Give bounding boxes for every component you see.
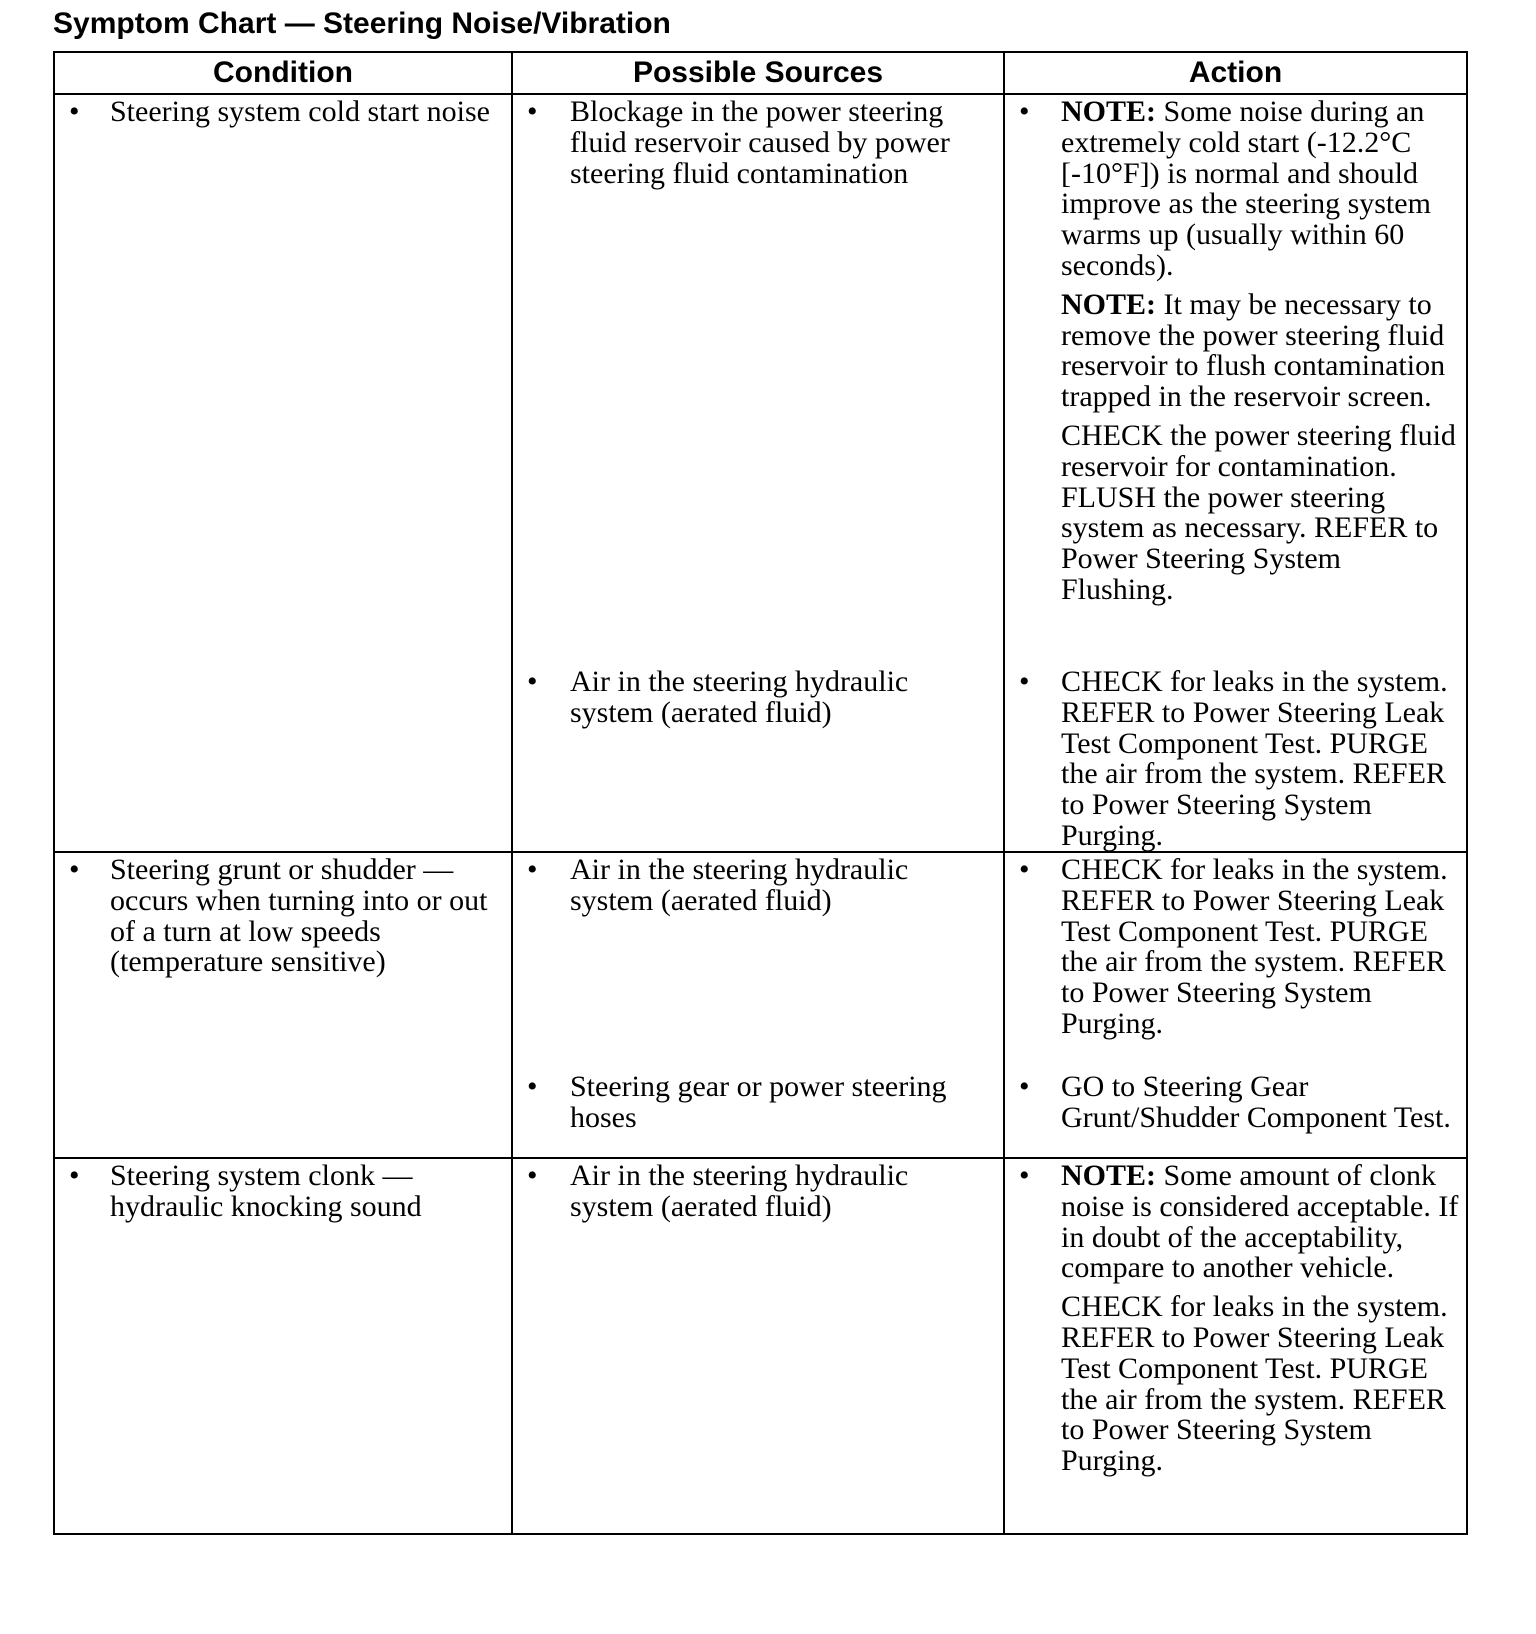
- condition-cell: [54, 852, 512, 1158]
- header-action: Action: [1004, 52, 1467, 94]
- note-label: NOTE:: [1061, 1159, 1157, 1192]
- bullet-icon: •: [1019, 1159, 1030, 1192]
- page-title: Symptom Chart — Steering Noise/Vibration: [53, 7, 671, 40]
- table-header-row: [54, 52, 1467, 94]
- note-label: NOTE:: [1061, 287, 1157, 321]
- bullet-icon: •: [1019, 1070, 1030, 1103]
- action-text: CHECK the power steering fluid reservoir for contamination. FLUSH the power steering system as necessary. REFER to Power Steering System Flushing.: [1061, 418, 1456, 606]
- action-text: CHECK for leaks in the system. REFER to Power Steering Leak Test Component Test. PURGE the air from the system. REFER to Power Steering System Purging.: [1061, 853, 1448, 1040]
- action-text: GO to Steering Gear Grunt/Shudder Component Test.: [1061, 1070, 1451, 1134]
- symptom-chart-table: [53, 51, 1468, 1535]
- condition-text: Steering system cold start noise: [110, 95, 490, 128]
- action-cell: [1004, 1158, 1467, 1534]
- note-label: NOTE:: [1061, 95, 1157, 128]
- action-text: CHECK for leaks in the system. REFER to Power Steering Leak Test Component Test. PURGE the air from the system. REFER to Power Steering System Purging.: [1061, 1290, 1448, 1478]
- bullet-icon: •: [1019, 95, 1030, 128]
- bullet-icon: •: [527, 95, 538, 128]
- source-text: Steering gear or power steering hoses: [570, 1070, 947, 1134]
- sources-cell: [512, 852, 1004, 1158]
- action-cell: [1004, 852, 1467, 1158]
- note-paragraph: [1061, 1161, 1460, 1284]
- bullet-icon: •: [527, 1159, 538, 1192]
- note-paragraph: [1061, 287, 1460, 414]
- bullet-icon: •: [1019, 853, 1030, 886]
- bullet-icon: •: [527, 853, 538, 886]
- condition-cell: [54, 1158, 512, 1534]
- action-cell: [1004, 94, 1467, 852]
- bullet-icon: •: [69, 95, 80, 128]
- table-row: [54, 1158, 1467, 1534]
- sources-cell: [512, 94, 1004, 852]
- source-text: Air in the steering hydraulic system (aerated fluid): [570, 665, 909, 729]
- note-text: It may be necessary to remove the power steering fluid reservoir to flush contamination trapped in the reservoir screen.: [1061, 287, 1446, 414]
- bullet-icon: •: [527, 1070, 538, 1103]
- sources-cell: [512, 1158, 1004, 1534]
- header-condition: Condition: [54, 52, 512, 94]
- condition-text: Steering system clonk — hydraulic knocking sound: [110, 1159, 422, 1223]
- bullet-icon: •: [69, 1159, 80, 1192]
- source-text: Air in the steering hydraulic system (aerated fluid): [570, 853, 909, 917]
- source-text: Blockage in the power steering fluid reservoir caused by power steering fluid contamination: [570, 95, 950, 190]
- note-paragraph: [1061, 97, 1460, 282]
- source-text: Air in the steering hydraulic system (aerated fluid): [570, 1159, 909, 1223]
- bullet-icon: •: [1019, 665, 1030, 698]
- bullet-icon: •: [69, 853, 80, 886]
- table-row: [54, 852, 1467, 1158]
- action-text: CHECK for leaks in the system. REFER to Power Steering Leak Test Component Test. PURGE the air from the system. REFER to Power Steering System Purging.: [1061, 665, 1448, 852]
- header-possible-sources: Possible Sources: [512, 52, 1004, 94]
- bullet-icon: •: [527, 665, 538, 698]
- table-row: [54, 94, 1467, 852]
- condition-text: Steering grunt or shudder — occurs when turning into or out of a turn at low speeds (temperature sensitive): [110, 853, 488, 979]
- condition-cell: [54, 94, 512, 852]
- note-text: Some noise during an extremely cold start (-12.2°C [-10°F]) is normal and should improve as the steering system warms up (usually within 60 seconds).: [1061, 95, 1431, 282]
- note-text: Some amount of clonk noise is considered acceptable. If in doubt of the acceptability, compare to another vehicle.: [1061, 1159, 1459, 1285]
